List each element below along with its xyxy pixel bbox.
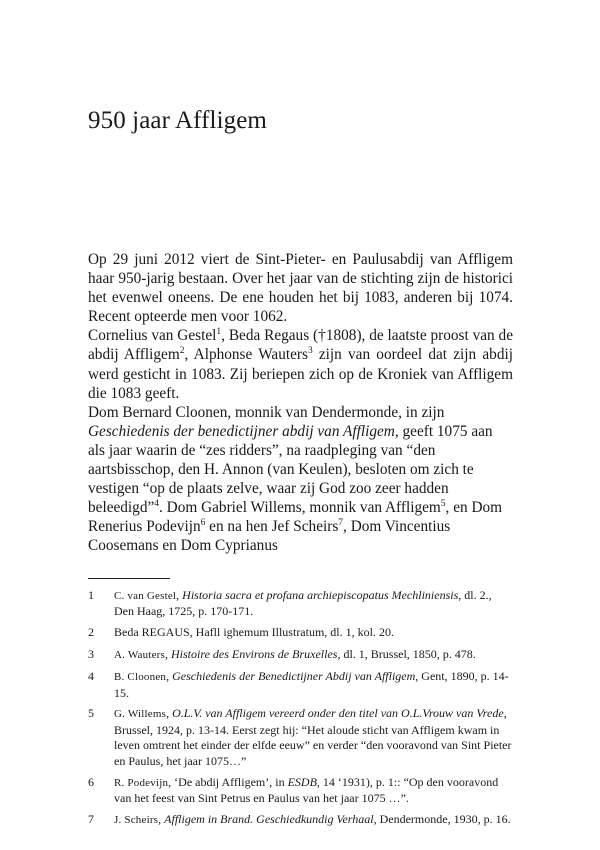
footnote-author: G. Willems bbox=[114, 708, 167, 721]
footnote-sep: , bbox=[158, 811, 165, 826]
footnote-ref[interactable]: 7 bbox=[338, 518, 344, 529]
paragraph-founding-1083 bbox=[88, 326, 513, 402]
footnote-rest: , dl. 1, Brussel, 1850, p. 478. bbox=[337, 647, 476, 662]
footnote-text bbox=[114, 775, 513, 807]
text-run: , Beda Regaus (†1808), de laatste proost van de abdij Affligem bbox=[88, 327, 513, 364]
text-run: , Dom Vincentius Coosemans en Dom Cyprianus bbox=[88, 518, 451, 555]
footnote-ref[interactable]: 3 bbox=[307, 346, 313, 357]
footnote-number: 5 bbox=[88, 706, 94, 721]
footnote-sep: , bbox=[166, 706, 173, 721]
body-text bbox=[88, 250, 513, 556]
text-run: Dom Bernard Cloonen, monnik van Dendermonde, in zijn bbox=[88, 403, 445, 421]
footnote-rest: , Brussel, 1924, p. 13-14. Eerst zegt hij: “Het aloude sticht van Affligem kwam in leven omtrent het einder der elfde eeuw” en verder “den vooravond van Sint Pieter en Paulus, het jaar 1075…” bbox=[114, 706, 512, 768]
footnote-rest: , 14 ‘1931), p. 1:: “Op den vooravond van het feest van Sint Petrus en Paulus van het jaar 1075 …”. bbox=[114, 774, 499, 805]
footnote-text bbox=[114, 669, 513, 701]
footnote-sep: , bbox=[176, 588, 183, 602]
footnote-text bbox=[114, 706, 513, 769]
footnote-author: R. Podevijn bbox=[114, 776, 169, 789]
paragraph-intro: Op 29 juni 2012 viert de Sint-Pieter- en Paulusabdij van Affligem haar 950-jarig bestaan. Over het jaar van de stichting zijn de historici het evenwel oneens. De ene houden het bij 1083, anderen bij 1074. Recent opteerde men voor 1062. bbox=[88, 251, 513, 326]
footnote-title: Affligem in Brand. Geschiedkundig Verhaal bbox=[164, 811, 374, 826]
footnote-item bbox=[88, 706, 513, 769]
footnote-item bbox=[88, 775, 513, 807]
footnote-ref[interactable]: 2 bbox=[179, 346, 185, 357]
chapter-title: 950 jaar Affligem bbox=[88, 107, 267, 134]
text-run: , en Dom Renerius Podevijn bbox=[88, 499, 503, 536]
footnote-item bbox=[88, 647, 513, 663]
text-run: , Alphonse Wauters bbox=[184, 346, 308, 364]
footnote-rest: , Dendermonde, 1930, p. 16. bbox=[373, 811, 511, 826]
footnote-text bbox=[114, 647, 513, 663]
footnote-rest: Beda REGAUS, Hafll ighemum Illustratum, dl. 1, kol. 20. bbox=[114, 625, 394, 640]
footnote-title: Historia sacra et profana archiepiscopatus Mechliniensis bbox=[182, 588, 459, 602]
footnote-item bbox=[88, 625, 513, 641]
footnote-title: O.L.V. van Affligem vereerd onder den titel van O.L.Vrouw van Vrede bbox=[172, 706, 504, 721]
book-title: Geschiedenis der benedictijner abdij van Affligem bbox=[88, 422, 395, 440]
footnote-text bbox=[114, 625, 513, 641]
footnote-separator bbox=[88, 578, 170, 579]
footnote-number: 7 bbox=[88, 811, 94, 826]
footnote-author: J. Scheirs bbox=[114, 813, 159, 826]
footnotes-list bbox=[88, 588, 513, 834]
paragraph-founding-1075 bbox=[88, 403, 513, 556]
footnote-text bbox=[114, 812, 513, 828]
footnote-number: 3 bbox=[88, 647, 94, 662]
footnote-text bbox=[114, 588, 513, 620]
footnote-sep: , bbox=[165, 647, 172, 662]
footnote-ref[interactable]: 5 bbox=[440, 499, 446, 510]
footnote-rest: , dl. 2., Den Haag, 1725, p. 170-171. bbox=[114, 588, 492, 619]
footnote-item bbox=[88, 588, 513, 620]
footnote-title: ESDB bbox=[287, 774, 317, 789]
text-run: . Dom Gabriel Willems, monnik van Affligem bbox=[159, 499, 441, 517]
footnote-author: A. Wauters bbox=[114, 649, 166, 662]
footnote-ref[interactable]: 6 bbox=[200, 518, 206, 529]
footnote-sep: , bbox=[166, 669, 173, 684]
footnote-author: B. Cloonen bbox=[114, 671, 167, 684]
footnote-ref[interactable]: 4 bbox=[154, 499, 160, 510]
footnote-number: 2 bbox=[88, 625, 94, 640]
footnote-item bbox=[88, 669, 513, 701]
footnote-sep: , ‘De abdij Affligem’, in bbox=[168, 774, 288, 789]
footnote-number: 6 bbox=[88, 774, 94, 789]
footnote-number: 1 bbox=[88, 588, 94, 602]
footnote-title: Geschiedenis der Benedictijner Abdij van Affligem bbox=[172, 669, 416, 684]
footnote-rest: , Gent, 1890, p. 14-15. bbox=[114, 669, 509, 700]
footnote-author: C. van Gestel bbox=[114, 590, 177, 602]
footnote-number: 4 bbox=[88, 669, 94, 684]
text-run: , geeft 1075 aan als jaar waarin de “zes ridders”, na raadpleging van “den aartsbisschop, den H. Annon (van Keulen), besloten om zich te vestigen “op de plaats zelve, waar zij God zoo zeer hadden beleedigd” bbox=[88, 422, 493, 517]
text-run: Cornelius van Gestel bbox=[88, 327, 217, 345]
footnote-ref[interactable]: 1 bbox=[216, 327, 222, 338]
text-run: zijn van oordeel dat zijn abdij werd gesticht in 1083. Zij beriepen zich op de Kroniek van Affligem die 1083 geeft. bbox=[88, 346, 513, 402]
footnote-item bbox=[88, 812, 513, 828]
text-run: en na hen Jef Scheirs bbox=[205, 518, 339, 536]
footnote-title: Histoire des Environs de Bruxelles bbox=[171, 647, 338, 662]
